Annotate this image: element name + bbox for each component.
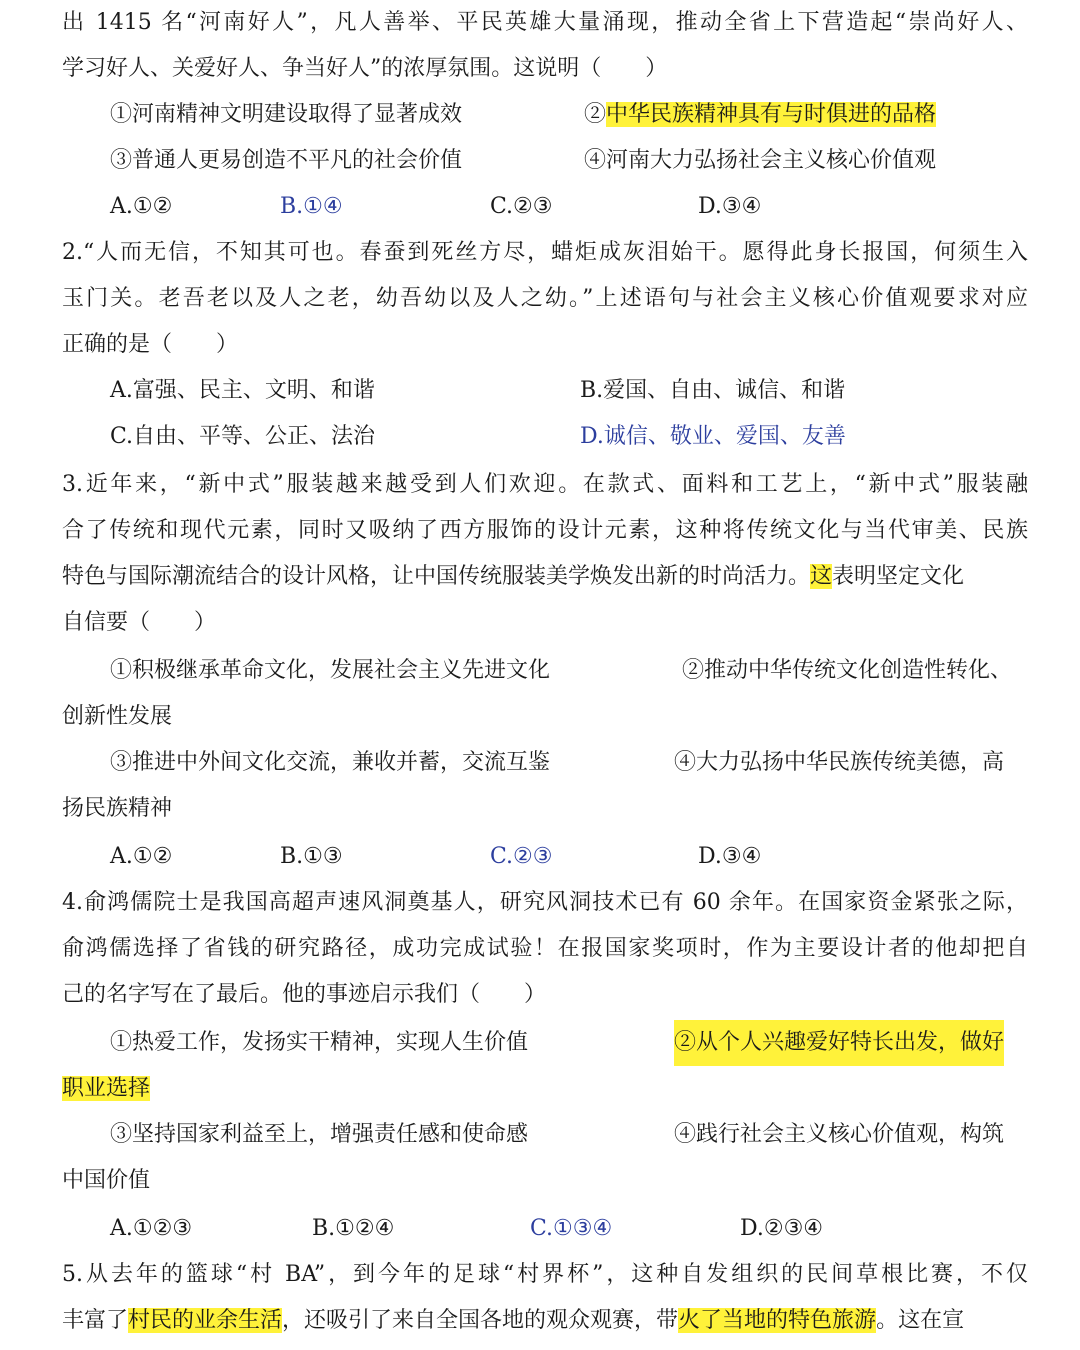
q2-options-row-1: [110, 368, 1028, 414]
q4-statements-row-1: [110, 1020, 1028, 1066]
q3-stem-line-4: 自信要（ ）: [62, 610, 217, 635]
q3-statement-4-cont: 扬民族精神: [62, 796, 173, 821]
q2-stem-line-1: 2.“人而无信，不知其可也。春蚕到死丝方尽，蜡炬成灰泪始干。愿得此身长报国，何须生入: [62, 240, 1028, 265]
q5-highlight-2: 火了当地的特色旅游: [678, 1308, 877, 1333]
q3-option-b: B.①③: [280, 844, 343, 869]
q4-statement-4-cont: 中国价值: [62, 1168, 151, 1193]
q1-statements-row-1: [110, 92, 1028, 138]
q5-stem-line-2-text: 丰富了: [62, 1308, 129, 1333]
q2-option-a: A.富强、民主、文明、和谐: [110, 378, 375, 403]
q1-statement-4: ④河南大力弘扬社会主义核心价值观: [584, 148, 937, 173]
q4-statement-3: ③坚持国家利益至上，增强责任感和使命感: [110, 1122, 529, 1147]
q2-stem-line-3: 正确的是（ ）: [62, 332, 239, 357]
q3-statement-3: ③推进中外间文化交流，兼收并蓄，交流互鉴: [110, 750, 551, 775]
q4-option-c: C.①③④: [530, 1216, 613, 1241]
q3-stem-line-3: [62, 554, 1028, 600]
q3-stem-highlight: 这: [810, 564, 833, 589]
q2-stem-line-2: 玉门关。老吾老以及人之老，幼吾幼以及人之幼。”上述语句与社会主义核心价值观要求对应: [62, 286, 1028, 311]
q4-statement-2-highlight: ②从个人兴趣爱好特长出发，做好: [674, 1020, 1004, 1066]
q5-stem-line-2: [62, 1298, 1028, 1344]
q1-statement-2-prefix: ②: [584, 102, 607, 127]
q2-option-b: B.爱国、自由、诚信、和谐: [580, 378, 846, 403]
q1-statement-2: [584, 92, 936, 138]
q4-statement-2-cont-highlight: 职业选择: [62, 1076, 151, 1101]
q4-option-b: B.①②④: [312, 1216, 395, 1241]
q3-statement-2-cont: 创新性发展: [62, 704, 173, 729]
q1-statements-row-2: [110, 138, 1028, 184]
q4-stem-line-2: 俞鸿儒选择了省钱的研究路径，成功完成试验！在报国家奖项时，作为主要设计者的他却把自: [62, 936, 1028, 961]
q3-stem-line-3-tail: 表明坚定文化: [832, 564, 965, 589]
q4-statement-2-cont: [62, 1066, 1028, 1112]
q3-stem-line-3-text: 特色与国际潮流结合的设计风格，让中国传统服装美学焕发出新的时尚活力。: [62, 564, 811, 589]
q1-option-b: B.①④: [280, 194, 343, 219]
q1-option-d: D.③④: [698, 194, 762, 219]
q3-stem-line-2: 合了传统和现代元素，同时又吸纳了西方服饰的设计元素，这种将传统文化与当代审美、民族: [62, 518, 1028, 543]
q3-statement-4: ④大力弘扬中华民族传统美德，高: [674, 750, 1005, 775]
q1-statement-3: ③普通人更易创造不平凡的社会价值: [110, 148, 463, 173]
q3-option-a: A.①②: [110, 844, 173, 869]
q1-options: [110, 184, 1028, 230]
q5-stem-line-1: 5.从去年的篮球“村 BA”，到今年的足球“村界杯”，这种自发组织的民间草根比赛，不仅: [62, 1262, 1028, 1287]
q4-statement-1: ①热爱工作，发扬实干精神，实现人生价值: [110, 1030, 529, 1055]
q4-option-a: A.①②③: [110, 1216, 193, 1241]
q3-option-d: D.③④: [698, 844, 762, 869]
q3-statement-1: ①积极继承革命文化，发展社会主义先进文化: [110, 658, 551, 683]
q4-stem-line-3: 己的名字写在了最后。他的事迹启示我们（ ）: [62, 982, 547, 1007]
q4-option-d: D.②③④: [740, 1216, 824, 1241]
q1-option-c: C.②③: [490, 194, 553, 219]
q3-statements-row-1: [110, 648, 1028, 694]
q3-option-c: C.②③: [490, 844, 553, 869]
q4-statements-row-2: [110, 1112, 1028, 1158]
q5-highlight-1: 村民的业余生活: [128, 1308, 283, 1333]
q4-statement-4: ④践行社会主义核心价值观，构筑: [674, 1122, 1005, 1147]
q3-statements-row-2: [110, 740, 1028, 786]
q3-options: [110, 834, 1028, 880]
q1-stem-line-1: 出 1415 名“河南好人”，凡人善举、平民英雄大量涌现，推动全省上下营造起“崇尚好人、: [62, 10, 1028, 35]
q5-stem-line-2-tail: 。这在宣: [876, 1308, 965, 1333]
q2-option-c: C.自由、平等、公正、法治: [110, 424, 376, 449]
q1-option-a: A.①②: [110, 194, 173, 219]
q3-statement-2: ②推动中华传统文化创造性转化、: [682, 658, 1013, 683]
q1-statement-2-highlight: 中华民族精神具有与时俱进的品格: [606, 102, 937, 127]
q3-stem-line-1: 3.近年来，“新中式”服装越来越受到人们欢迎。在款式、面料和工艺上，“新中式”服装融: [62, 472, 1028, 497]
q2-option-d: D.诚信、敬业、爱国、友善: [580, 424, 846, 449]
q2-options-row-2: [110, 414, 1028, 460]
q5-stem-line-2-middle: ，还吸引了来自全国各地的观众观赛，带: [282, 1308, 679, 1333]
q4-stem-line-1: 4.俞鸿儒院士是我国高超声速风洞奠基人，研究风洞技术已有 60 余年。在国家资金紧张之际，: [62, 890, 1028, 915]
q1-statement-1: ①河南精神文明建设取得了显著成效: [110, 102, 463, 127]
q4-options: [110, 1206, 1028, 1252]
q1-stem-line-2: 学习好人、关爱好人、争当好人”的浓厚氛围。这说明（ ）: [62, 56, 668, 81]
